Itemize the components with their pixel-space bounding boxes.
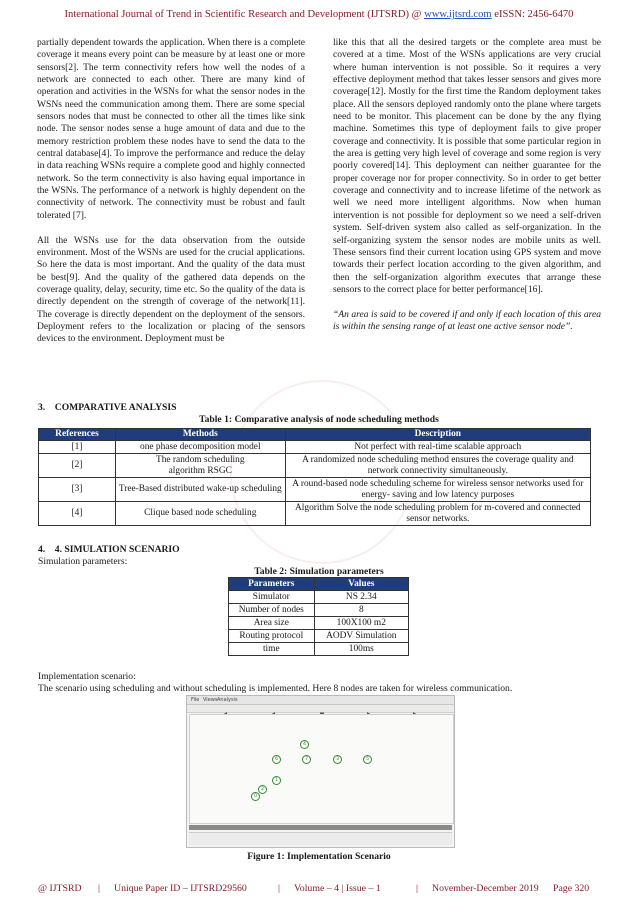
footer-date: November-December 2019 bbox=[432, 883, 539, 894]
table-1 bbox=[38, 428, 591, 526]
sim-menu-analysis[interactable]: Analysis bbox=[217, 697, 238, 703]
figure-1-caption: Figure 1: Implementation Scenario bbox=[247, 851, 391, 862]
table-cell: AODV Simulation bbox=[314, 630, 408, 643]
table-cell: time bbox=[229, 643, 315, 656]
table-row bbox=[229, 617, 409, 630]
sensor-node: 3 bbox=[333, 755, 342, 764]
footer-separator: | bbox=[416, 883, 418, 894]
sensor-node: 5 bbox=[363, 755, 372, 764]
sim-timeline-scrollbar[interactable] bbox=[189, 825, 452, 830]
table-cell: 100ms bbox=[314, 643, 408, 656]
table-2-header: Values bbox=[314, 578, 408, 591]
table-2-header: Parameters bbox=[229, 578, 315, 591]
sensor-node: 0 bbox=[251, 792, 260, 801]
table-cell: [1] bbox=[39, 441, 116, 454]
sensor-node: 2 bbox=[258, 785, 267, 794]
footer-page: Page 320 bbox=[553, 883, 590, 894]
header-issn: eISSN: 2456-6470 bbox=[491, 9, 574, 20]
sim-toolbar bbox=[187, 705, 454, 713]
sim-menu-views[interactable]: Views bbox=[203, 697, 218, 703]
table-2 bbox=[228, 577, 409, 656]
footer-separator: | bbox=[98, 883, 100, 894]
sensor-node: 7 bbox=[302, 755, 311, 764]
sim-canvas[interactable] bbox=[189, 714, 454, 824]
header-link[interactable]: www.ijtsrd.com bbox=[424, 9, 492, 20]
table-1-header: References bbox=[39, 429, 116, 441]
table-cell: Not perfect with real-time scalable approach bbox=[285, 441, 590, 454]
sensor-node: 1 bbox=[272, 776, 281, 785]
table-cell: Area size bbox=[229, 617, 315, 630]
table-cell: [2] bbox=[39, 454, 116, 478]
table-cell: Number of nodes bbox=[229, 604, 315, 617]
section-4-heading: 4. 4. SIMULATION SCENARIO bbox=[38, 544, 180, 555]
sim-status-bar bbox=[189, 832, 452, 845]
table-cell: one phase decomposition model bbox=[115, 441, 285, 454]
table-row bbox=[39, 478, 591, 502]
table-cell: Algorithm Solve the node scheduling problem for m-covered and connected sensor networks. bbox=[285, 502, 590, 526]
table-1-header: Description bbox=[285, 429, 590, 441]
table-1-caption: Table 1: Comparative analysis of node scheduling methods bbox=[199, 414, 439, 425]
table-cell: Clique based node scheduling bbox=[115, 502, 285, 526]
table-cell: 100X100 m2 bbox=[314, 617, 408, 630]
table-cell: Routing protocol bbox=[229, 630, 315, 643]
table-cell: [3] bbox=[39, 478, 116, 502]
sim-menu-bar bbox=[187, 696, 454, 705]
coverage-definition-quote: “An area is said to be covered if and only if each location of this area is within the sensing range of at least one active sensor node”. bbox=[333, 308, 601, 332]
simulation-parameters-label: Simulation parameters: bbox=[38, 556, 128, 567]
simulation-screenshot bbox=[186, 695, 455, 848]
table-2-header-row bbox=[229, 578, 409, 591]
table-cell: [4] bbox=[39, 502, 116, 526]
table-cell: Simulator bbox=[229, 591, 315, 604]
sensor-node: 4 bbox=[300, 740, 309, 749]
sim-menu-file[interactable]: File bbox=[191, 697, 200, 703]
table-1-header: Methods bbox=[115, 429, 285, 441]
table-1-header-row bbox=[39, 429, 591, 441]
table-cell: NS 2.34 bbox=[314, 591, 408, 604]
table-2-caption: Table 2: Simulation parameters bbox=[254, 566, 384, 577]
table-row bbox=[39, 454, 591, 478]
right-paragraph-1: like this that all the desired targets or the complete area must be covered at a time. Most of the WSNs applications are very crucial where human intervention is not possible. So it requires a very effective deployment method that takes lesser sensors and gives more coverage[12]. Mostly for the first time the Random deployment takes place. All the sensors deployed randomly onto the plane where targets need to be monitor. This placement can be done by the any flying machine. Sometimes this type of deployment fails to give proper coverage and connectivity. It is possible that some particular region in the area is getting very high level of coverage and some region is very poorly covered[14]. This deployment can neither guarantee for the proper coverage nor for proper connectivity. So in order to get better coverage and connectivity and to increase lifetime of the network as well we need more intelligent algorithms. Now when human intervention is not possible for deployment so we need a self-driven system. Self-driven system also called as self-organization. In the self-organizing system the sensor nodes are mobile units as well. These sensors find their current location using GPS system and move towards their perfect location according to the given algorithm, and then the self-organization algorithm executes that arrange these sensors to the correct place for better performance[16]. bbox=[333, 37, 602, 295]
footer-journal: @ IJTSRD bbox=[38, 883, 82, 894]
sensor-node: 6 bbox=[272, 755, 281, 764]
header-title: International Journal of Trend in Scientific Research and Development (IJTSRD) @ bbox=[64, 9, 425, 20]
table-cell: A round-based node scheduling scheme for wireless sensor networks used for energy- saving and low latency purposes bbox=[285, 478, 590, 502]
footer-volume: Volume – 4 | Issue – 1 bbox=[294, 883, 381, 894]
right-column bbox=[333, 37, 601, 333]
footer-paper-id: Unique Paper ID – IJTSRD29560 bbox=[114, 883, 247, 894]
left-paragraph-2: All the WSNs use for the data observation from the outside environment. Most of the WSNs are used for the crucial applications. So here the data is most important. And the quality of the data must be best[9]. And the quality of the gathered data depends on the coverage quality, delay, security, time etc. So the quality of the data is directly dependent on the strength of coverage of the network[11]. The coverage is directly dependent on the deployment of the sensors. Deployment refers to the localization or placing of the sensors devices to the environment. Deployment must be bbox=[37, 234, 305, 345]
table-row bbox=[229, 591, 409, 604]
table-row bbox=[229, 630, 409, 643]
table-row bbox=[229, 643, 409, 656]
table-row bbox=[39, 441, 591, 454]
section-3-heading: 3. COMPARATIVE ANALYSIS bbox=[38, 402, 177, 413]
table-cell: The random scheduling algorithm RSGC bbox=[115, 454, 285, 478]
left-paragraph-1: partially dependent towards the application. When there is a complete coverage it means every point can be measure by at least one or more sensors[2]. The term connectivity refers how well the nodes of a network are connected to each other. There are many kind of operation and activities in the WSNs for what the sensor nodes in the WSNs need the communication among them. There are some special sensors nodes that must be connected to other all the times like sink node. The sensor nodes sense a huge amount of data and due to the memory restriction problem these nodes have to send the data to the central database[4]. To improve the performance and reduce the delay in data reaching WSNs require a complete good and highly connected network. So the term connectivity is also having equal importance in the WSNs. The performance of a network is highly dependent on the connectivity of network. The connectivity must be robust and fault tolerated [7]. bbox=[37, 37, 305, 221]
implementation-heading: Implementation scenario: bbox=[38, 671, 136, 682]
table-cell: Tree-Based distributed wake-up scheduling bbox=[115, 478, 285, 502]
implementation-text: The scenario using scheduling and without scheduling is implemented. Here 8 nodes are taken for wireless communication. bbox=[38, 683, 513, 694]
left-column bbox=[37, 37, 305, 346]
table-row bbox=[229, 604, 409, 617]
table-cell: 8 bbox=[314, 604, 408, 617]
table-row bbox=[39, 502, 591, 526]
footer-separator: | bbox=[278, 883, 280, 894]
running-header bbox=[0, 9, 638, 20]
table-cell: A randomized node scheduling method ensures the coverage quality and network connectivity simultaneously. bbox=[285, 454, 590, 478]
